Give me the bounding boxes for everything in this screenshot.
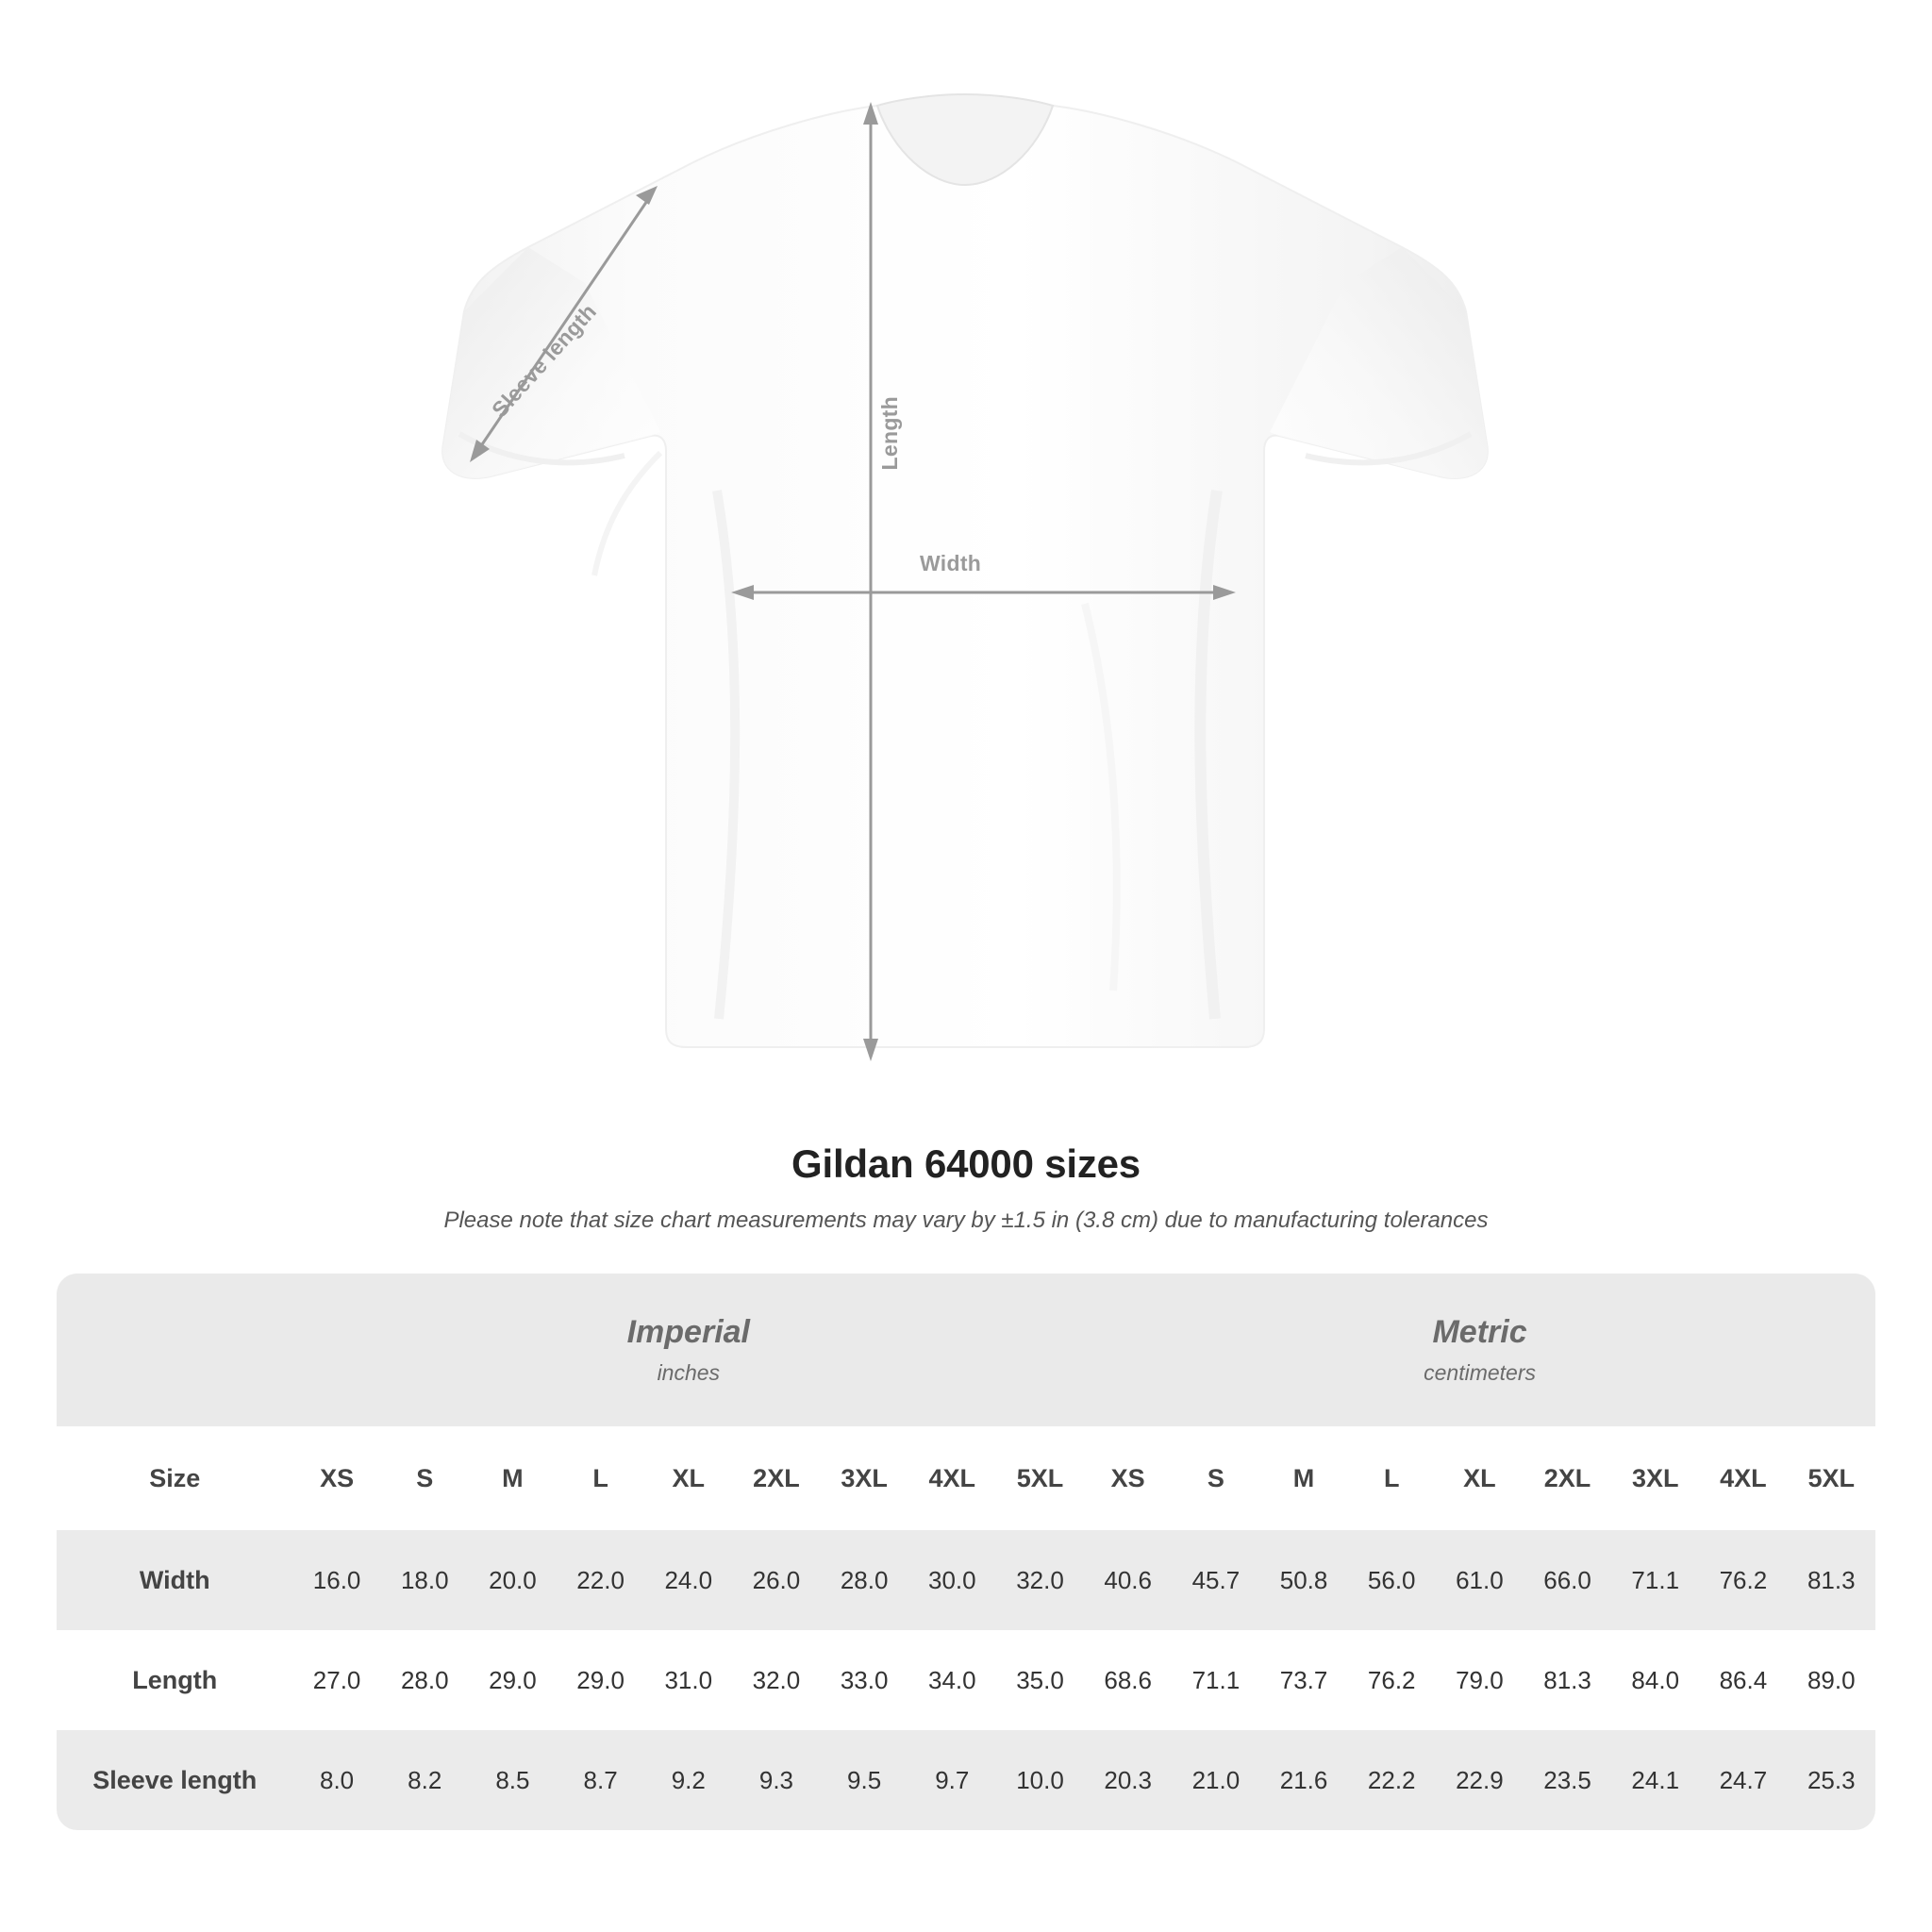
table-cell: 20.0 — [469, 1530, 557, 1630]
table-cell: 79.0 — [1436, 1630, 1524, 1730]
table-cell: 66.0 — [1524, 1530, 1611, 1630]
unit-sub-imperial: inches — [657, 1360, 721, 1385]
table-cell: 71.1 — [1611, 1530, 1699, 1630]
table-cell: 29.0 — [469, 1630, 557, 1730]
table-cell: 76.2 — [1348, 1630, 1436, 1730]
unit-title-metric: Metric — [1432, 1314, 1527, 1350]
size-header-cell: L — [557, 1426, 644, 1530]
table-cell: 30.0 — [908, 1530, 996, 1630]
page-title: Gildan 64000 sizes — [791, 1141, 1141, 1186]
width-dimension-label: Width — [920, 551, 982, 575]
size-header-cell: 2XL — [1524, 1426, 1611, 1530]
table-cell: 9.2 — [644, 1730, 732, 1830]
row-label-sleeve-length: Sleeve length — [57, 1730, 293, 1830]
table-cell: 89.0 — [1787, 1630, 1875, 1730]
size-header-cell: 4XL — [1699, 1426, 1787, 1530]
table-cell: 16.0 — [293, 1530, 381, 1630]
size-table-wrap — [57, 1274, 1875, 1830]
table-cell: 9.3 — [732, 1730, 820, 1830]
size-table — [57, 1274, 1875, 1830]
table-cell: 8.7 — [557, 1730, 644, 1830]
table-cell: 24.0 — [644, 1530, 732, 1630]
size-header-cell: 5XL — [996, 1426, 1084, 1530]
size-header-cell: XS — [293, 1426, 381, 1530]
table-cell: 24.1 — [1611, 1730, 1699, 1830]
table-row — [57, 1630, 1875, 1730]
size-header-cell: XL — [644, 1426, 732, 1530]
size-header-cell: 5XL — [1787, 1426, 1875, 1530]
table-cell: 22.0 — [557, 1530, 644, 1630]
table-cell: 84.0 — [1611, 1630, 1699, 1730]
size-header-cell: L — [1348, 1426, 1436, 1530]
table-cell: 81.3 — [1787, 1530, 1875, 1630]
table-cell: 9.5 — [821, 1730, 908, 1830]
size-header-cell: M — [1259, 1426, 1347, 1530]
table-row — [57, 1530, 1875, 1630]
table-cell: 22.9 — [1436, 1730, 1524, 1830]
row-label-width: Width — [57, 1530, 293, 1630]
table-cell: 33.0 — [821, 1630, 908, 1730]
title-block — [0, 1141, 1932, 1234]
table-cell: 29.0 — [557, 1630, 644, 1730]
table-cell: 45.7 — [1172, 1530, 1259, 1630]
size-header-cell: S — [1172, 1426, 1259, 1530]
table-cell: 9.7 — [908, 1730, 996, 1830]
table-cell: 23.5 — [1524, 1730, 1611, 1830]
sleeve-length-dimension-label: Sleeve length — [487, 298, 602, 423]
table-cell: 21.0 — [1172, 1730, 1259, 1830]
table-cell: 24.7 — [1699, 1730, 1787, 1830]
size-header-cell: 3XL — [821, 1426, 908, 1530]
unit-title-imperial: Imperial — [626, 1314, 750, 1350]
unit-sub-metric: centimeters — [1424, 1360, 1536, 1385]
table-cell: 81.3 — [1524, 1630, 1611, 1730]
table-cell: 26.0 — [732, 1530, 820, 1630]
table-cell: 68.6 — [1084, 1630, 1172, 1730]
size-header-cell: 2XL — [732, 1426, 820, 1530]
table-cell: 20.3 — [1084, 1730, 1172, 1830]
size-header-cell: 3XL — [1611, 1426, 1699, 1530]
table-cell: 71.1 — [1172, 1630, 1259, 1730]
size-header-row — [57, 1426, 1875, 1530]
table-cell: 8.2 — [381, 1730, 469, 1830]
table-cell: 35.0 — [996, 1630, 1084, 1730]
table-cell: 28.0 — [821, 1530, 908, 1630]
size-header-label: Size — [57, 1426, 293, 1530]
unit-group-metric — [1084, 1274, 1875, 1426]
table-row — [57, 1730, 1875, 1830]
length-dimension-label: Length — [877, 396, 902, 471]
size-header-cell: XL — [1436, 1426, 1524, 1530]
size-header-cell: S — [381, 1426, 469, 1530]
row-label-length: Length — [57, 1630, 293, 1730]
table-cell: 50.8 — [1259, 1530, 1347, 1630]
size-header-cell: M — [469, 1426, 557, 1530]
table-cell: 22.2 — [1348, 1730, 1436, 1830]
table-cell: 56.0 — [1348, 1530, 1436, 1630]
unit-group-imperial — [293, 1274, 1085, 1426]
table-cell: 86.4 — [1699, 1630, 1787, 1730]
table-cell: 31.0 — [644, 1630, 732, 1730]
unit-header-row — [57, 1274, 1875, 1426]
table-cell: 21.6 — [1259, 1730, 1347, 1830]
table-cell: 73.7 — [1259, 1630, 1347, 1730]
table-cell: 27.0 — [293, 1630, 381, 1730]
table-cell: 61.0 — [1436, 1530, 1524, 1630]
table-cell: 40.6 — [1084, 1530, 1172, 1630]
size-header-cell: XS — [1084, 1426, 1172, 1530]
table-corner-cell — [57, 1274, 293, 1426]
table-cell: 18.0 — [381, 1530, 469, 1630]
table-cell: 76.2 — [1699, 1530, 1787, 1630]
table-cell: 10.0 — [996, 1730, 1084, 1830]
table-cell: 34.0 — [908, 1630, 996, 1730]
table-cell: 25.3 — [1787, 1730, 1875, 1830]
measurement-note: Please note that size chart measurements may vary by ±1.5 in (3.8 cm) due to manufacturing tolerances — [443, 1208, 1489, 1233]
table-cell: 32.0 — [996, 1530, 1084, 1630]
table-cell: 8.0 — [293, 1730, 381, 1830]
size-header-cell: 4XL — [908, 1426, 996, 1530]
table-cell: 32.0 — [732, 1630, 820, 1730]
table-cell: 28.0 — [381, 1630, 469, 1730]
table-cell: 8.5 — [469, 1730, 557, 1830]
